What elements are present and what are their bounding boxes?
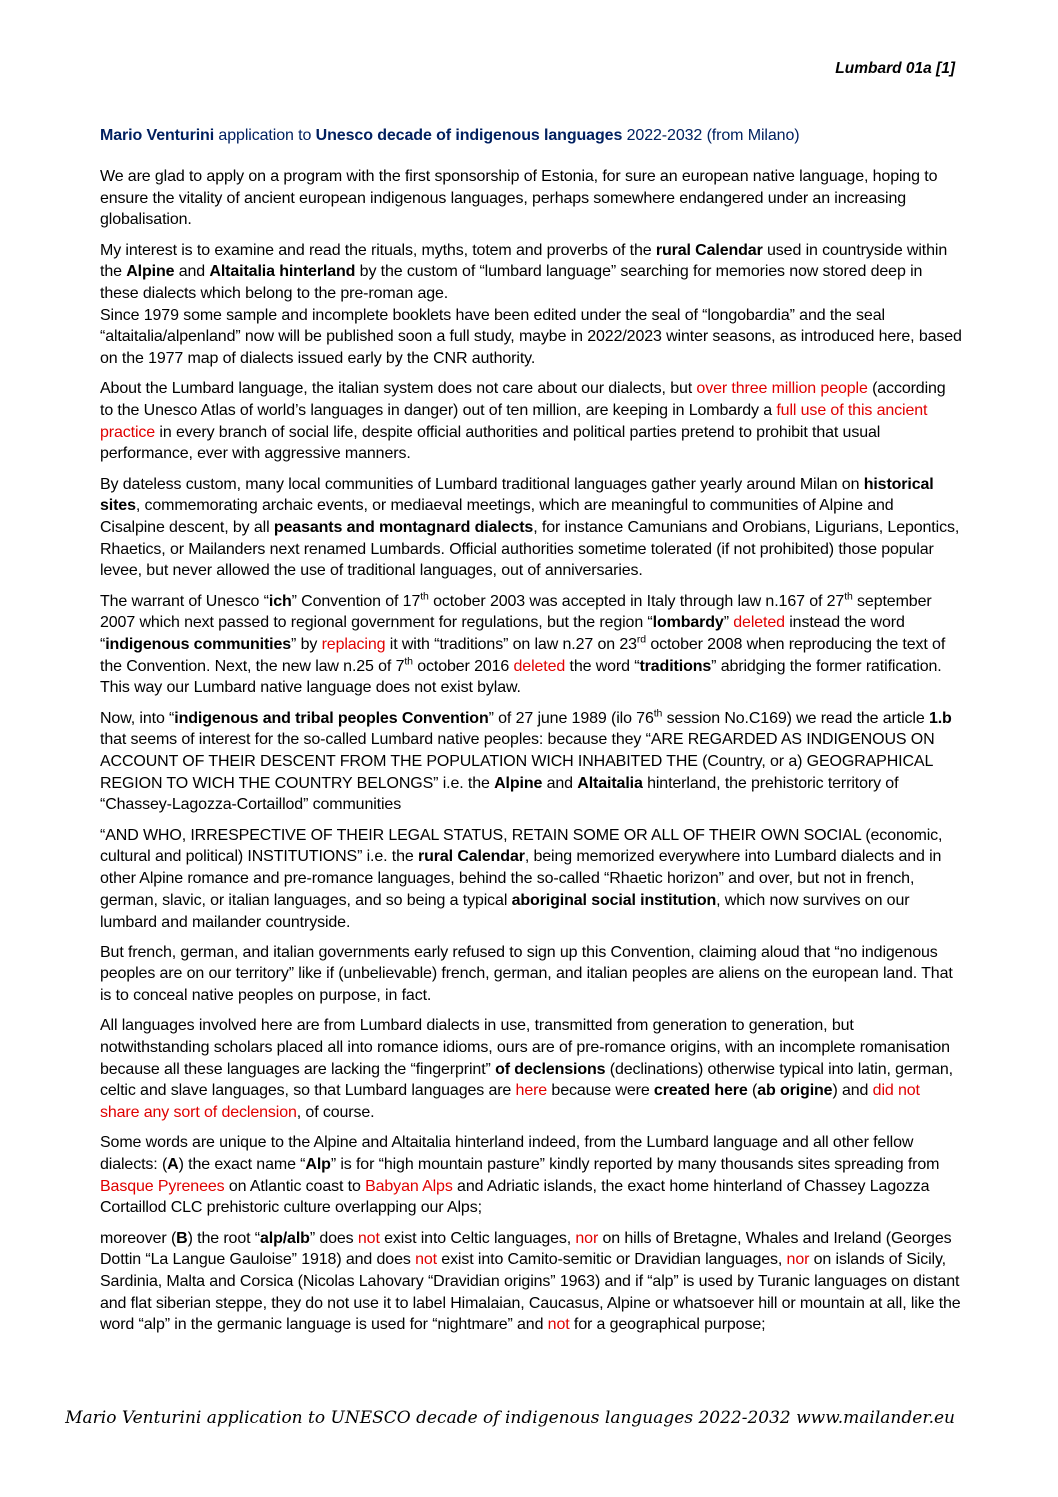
paragraph: [100, 240, 962, 370]
text-run: ” of 27 june 1989 (ilo 76: [488, 709, 654, 727]
text-run: 2022-2032 (from Milano): [622, 127, 800, 144]
text-run: by the custom of “lumbard language” searching for memories now stored deep in these dialects which belong to the pre-roman age.: [100, 263, 923, 303]
text-run: session No.C169) we read the article: [662, 709, 929, 727]
document-title: [100, 125, 960, 146]
text-run: historical sites: [100, 475, 934, 515]
document-body: [100, 166, 962, 1345]
text-run: ) and: [832, 1082, 873, 1100]
text-run: exist into Camito-semitic or Dravidian languages,: [436, 1251, 787, 1269]
text-run: not: [415, 1251, 437, 1269]
text-run: lombardy: [652, 614, 724, 632]
text-run: All languages involved here are from Lumbard dialects in use, transmitted from generation to generation, but notwithstanding scholars placed all into romance idioms, ours are of pre-romance origins, with an incomplete romanisation because all these languages are lacking the “fingerprint”: [100, 1017, 950, 1078]
page-header-label: Lumbard 01a [1]: [835, 60, 955, 77]
text-run: peasants and montagnard dialects: [273, 519, 534, 537]
text-run: By dateless custom, many local communities of Lumbard traditional languages gather yearly around Milan on: [100, 475, 864, 493]
text-run: did not share any sort of declension: [100, 1082, 920, 1122]
text-run: B: [176, 1229, 188, 1247]
text-run: alp/alb: [259, 1229, 310, 1247]
text-run: on islands of Sicily, Sardinia, Malta and Corsica (Nicolas Lahovary “Dravidian origins” 1963) and if “alp” is used by Turanic languages on distant and flat siberian steppe, they do not use it to label Himalaian, Caucasus, Alpine or whatsoever hill or mountain at all, like the word “alp” in the germanic language is used for “nightmare” and: [100, 1251, 961, 1334]
text-run: Since 1979 some sample and incomplete booklets have been edited under the seal of “longobardia” and the seal “altaitalia/alpenland” now will be published soon a full study, maybe in 2022/2023 winter seasons, as introduced here, based on the 1977 map of dialects issued early by the CNR authority.: [100, 306, 962, 368]
text-run: , which now survives on our lumbard and mailander countryside.: [100, 891, 910, 931]
text-run: Some words are unique to the Alpine and Altaitalia hinterland indeed, from the Lumbard language and all other fellow dialects: (: [100, 1134, 914, 1174]
text-run: We are glad to apply on a program with the first sponsorship of Estonia, for sure an european native language, hoping to ensure the vitality of ancient european indigenous languages, perhaps somewhere endangered under an increasing globalisation.: [100, 168, 938, 229]
text-run: on hills of Bretagne, Whales and Ireland (Georges Dottin “La Langue Gauloise” 1918) and does: [100, 1229, 952, 1269]
text-run: ” is for “high mountain pasture” kindly reported by many thousands sites spreading from: [330, 1156, 940, 1174]
text-run: Unesco decade of indigenous languages: [315, 127, 623, 144]
text-run: rd: [636, 633, 646, 646]
text-run: Alp: [305, 1156, 331, 1174]
text-run: here: [515, 1082, 548, 1100]
paragraph: [100, 591, 962, 700]
text-run: used in countryside within the: [100, 241, 948, 281]
text-run: october 2003 was accepted in Italy through law n.167 of 27: [428, 592, 845, 610]
text-run: not: [547, 1316, 570, 1334]
text-run: indigenous and tribal peoples Convention: [174, 709, 489, 727]
text-run: Babyan Alps: [365, 1177, 453, 1195]
text-run: (according to the Unesco Atlas of world’s languages in danger) out of ten million, are keeping in Lombardy a: [100, 380, 946, 420]
paragraph: [100, 474, 962, 583]
paragraph: [100, 825, 962, 934]
text-run: Basque Pyrenees: [100, 1177, 225, 1195]
page-footer-text: Mario Venturini application to UNESCO decade of indigenous languages 2022-2032 www.mailander.eu: [65, 1408, 955, 1428]
text-run: My interest is to examine and read the rituals, myths, totem and proverbs of the: [100, 241, 656, 259]
text-run: of declensions: [495, 1060, 606, 1078]
text-run: because were: [547, 1082, 654, 1100]
paragraph: [100, 1015, 962, 1124]
text-run: hinterland, the prehistoric territory of “Chassey-Lagozza-Cortaillod” communities: [100, 774, 899, 814]
text-run: deleted: [733, 614, 785, 632]
text-run: Alpine: [494, 774, 543, 792]
text-run: Altaitalia: [577, 774, 643, 792]
text-run: , of course.: [296, 1104, 375, 1122]
text-run: ) the root “: [187, 1229, 260, 1247]
text-run: A: [167, 1156, 179, 1174]
text-run: october 2016: [412, 657, 514, 675]
text-run: september 2007 which next passed to regional government for regulations, but the region “: [100, 592, 932, 632]
text-run: th: [653, 707, 663, 720]
text-run: The warrant of Unesco “: [100, 592, 269, 610]
text-run: and: [174, 263, 210, 281]
text-run: on Atlantic coast to: [224, 1177, 366, 1195]
text-run: that seems of interest for the so-called Lumbard native peoples: because they “ARE REGARDED AS INDIGENOUS ON ACCOUNT OF THEIR DESCENT FROM THE POPULATION WICH INHABITED THE (Country, or a) GEOGRAPHICAL REGION TO WICH THE COUNTRY BELONGS” i.e. the: [100, 731, 935, 792]
text-run: “AND WHO, IRRESPECTIVE OF THEIR LEGAL STATUS, RETAIN SOME OR ALL OF THEIR OWN SOCIAL (economic, cultural and political) INSTITUTIONS” i.e. the: [100, 826, 943, 866]
text-run: Now, into “: [100, 709, 175, 727]
text-run: over three million people: [696, 380, 868, 398]
text-run: 1.b: [928, 709, 952, 727]
text-run: nor: [786, 1251, 810, 1269]
paragraph: [100, 708, 962, 817]
text-run: october 2008 when reproducing the text of the Convention. Next, the new law n.25 of 7: [100, 636, 946, 675]
text-run: the word “: [565, 657, 640, 675]
text-run: But french, german, and italian governments early refused to sign up this Convention, claiming aloud that “no indigenous peoples are on our territory” like if (unbelievable) french, german, and italian peoples are aliens on the european land. That is to conceal native peoples on purpose, in fact.: [100, 943, 953, 1005]
text-run: ab origine: [757, 1082, 833, 1100]
text-run: th: [420, 590, 429, 603]
text-run: ) the exact name “: [178, 1156, 306, 1174]
text-run: and: [542, 774, 578, 792]
text-run: exist into Celtic languages,: [379, 1229, 576, 1247]
text-run: in every branch of social life, despite official authorities and political parties pretend to prohibit that usual performance, ever with aggressive manners.: [100, 423, 881, 463]
text-run: , commemorating archaic events, or mediaeval meetings, which are meaningful to communities of Alpine and Cisalpine descent, by all: [100, 497, 894, 537]
text-run: ich: [268, 592, 292, 610]
text-run: it with “traditions” on law n.27 on 23: [385, 636, 637, 654]
text-run: Alpine: [126, 263, 175, 281]
text-run: , being memorized everywhere into Lumbard dialects and in other Alpine romance and pre-romance languages, behind the so-called “Rhaetic horizon” and over, but not in french, german, slavic, or italian languages, and so being a typical: [100, 848, 942, 909]
text-run: nor: [575, 1229, 599, 1247]
text-run: ”: [723, 614, 734, 632]
paragraph: [100, 166, 962, 231]
paragraph: [100, 942, 962, 1007]
text-run: replacing: [321, 636, 386, 654]
text-run: ” abridging the former ratification. This way our Lumbard native language does not exist bylaw.: [100, 657, 942, 697]
text-run: Altaitalia hinterland: [209, 263, 356, 281]
text-run: About the Lumbard language, the italian system does not care about our dialects, but: [100, 380, 697, 398]
paragraph: [100, 1228, 962, 1337]
text-run: rural Calendar: [418, 848, 525, 866]
text-run: , for instance Camunians and Orobians, Ligurians, Lepontics, Rhaetics, or Mailanders next renamed Lumbards. Official authorities sometime tolerated (if not prohibited) those popular levee, but never allowed the use of traditional languages, out of anniversaries.: [100, 519, 960, 580]
text-run: full use of this ancient practice: [100, 402, 928, 441]
text-run: deleted: [513, 657, 566, 675]
text-run: indigenous communities: [105, 636, 292, 654]
text-run: and Adriatic islands, the exact home hinterland of Chassey Lagozza Cortaillod CLC prehistoric culture overlapping our Alps;: [100, 1177, 930, 1217]
text-run: th: [404, 655, 413, 668]
text-run: (declinations) otherwise typical into latin, german, celtic and slave languages, so that Lumbard languages are: [100, 1060, 954, 1100]
text-run: instead the word “: [100, 614, 905, 654]
paragraph: [100, 1132, 962, 1219]
text-run: ” by: [291, 636, 322, 654]
text-run: rural Calendar: [655, 241, 763, 259]
text-run: ” Convention of 17: [291, 592, 421, 610]
text-run: application to: [214, 127, 316, 144]
text-run: traditions: [639, 657, 712, 675]
text-run: (: [747, 1082, 758, 1100]
text-run: moreover (: [100, 1229, 177, 1247]
text-run: created here: [653, 1082, 748, 1100]
paragraph: [100, 378, 962, 465]
text-run: th: [844, 590, 853, 603]
text-run: ” does: [309, 1229, 358, 1247]
text-run: aboriginal social institution: [511, 891, 717, 909]
text-run: Mario Venturini: [100, 127, 215, 144]
text-run: for a geographical purpose;: [569, 1316, 766, 1334]
text-run: not: [357, 1229, 380, 1247]
